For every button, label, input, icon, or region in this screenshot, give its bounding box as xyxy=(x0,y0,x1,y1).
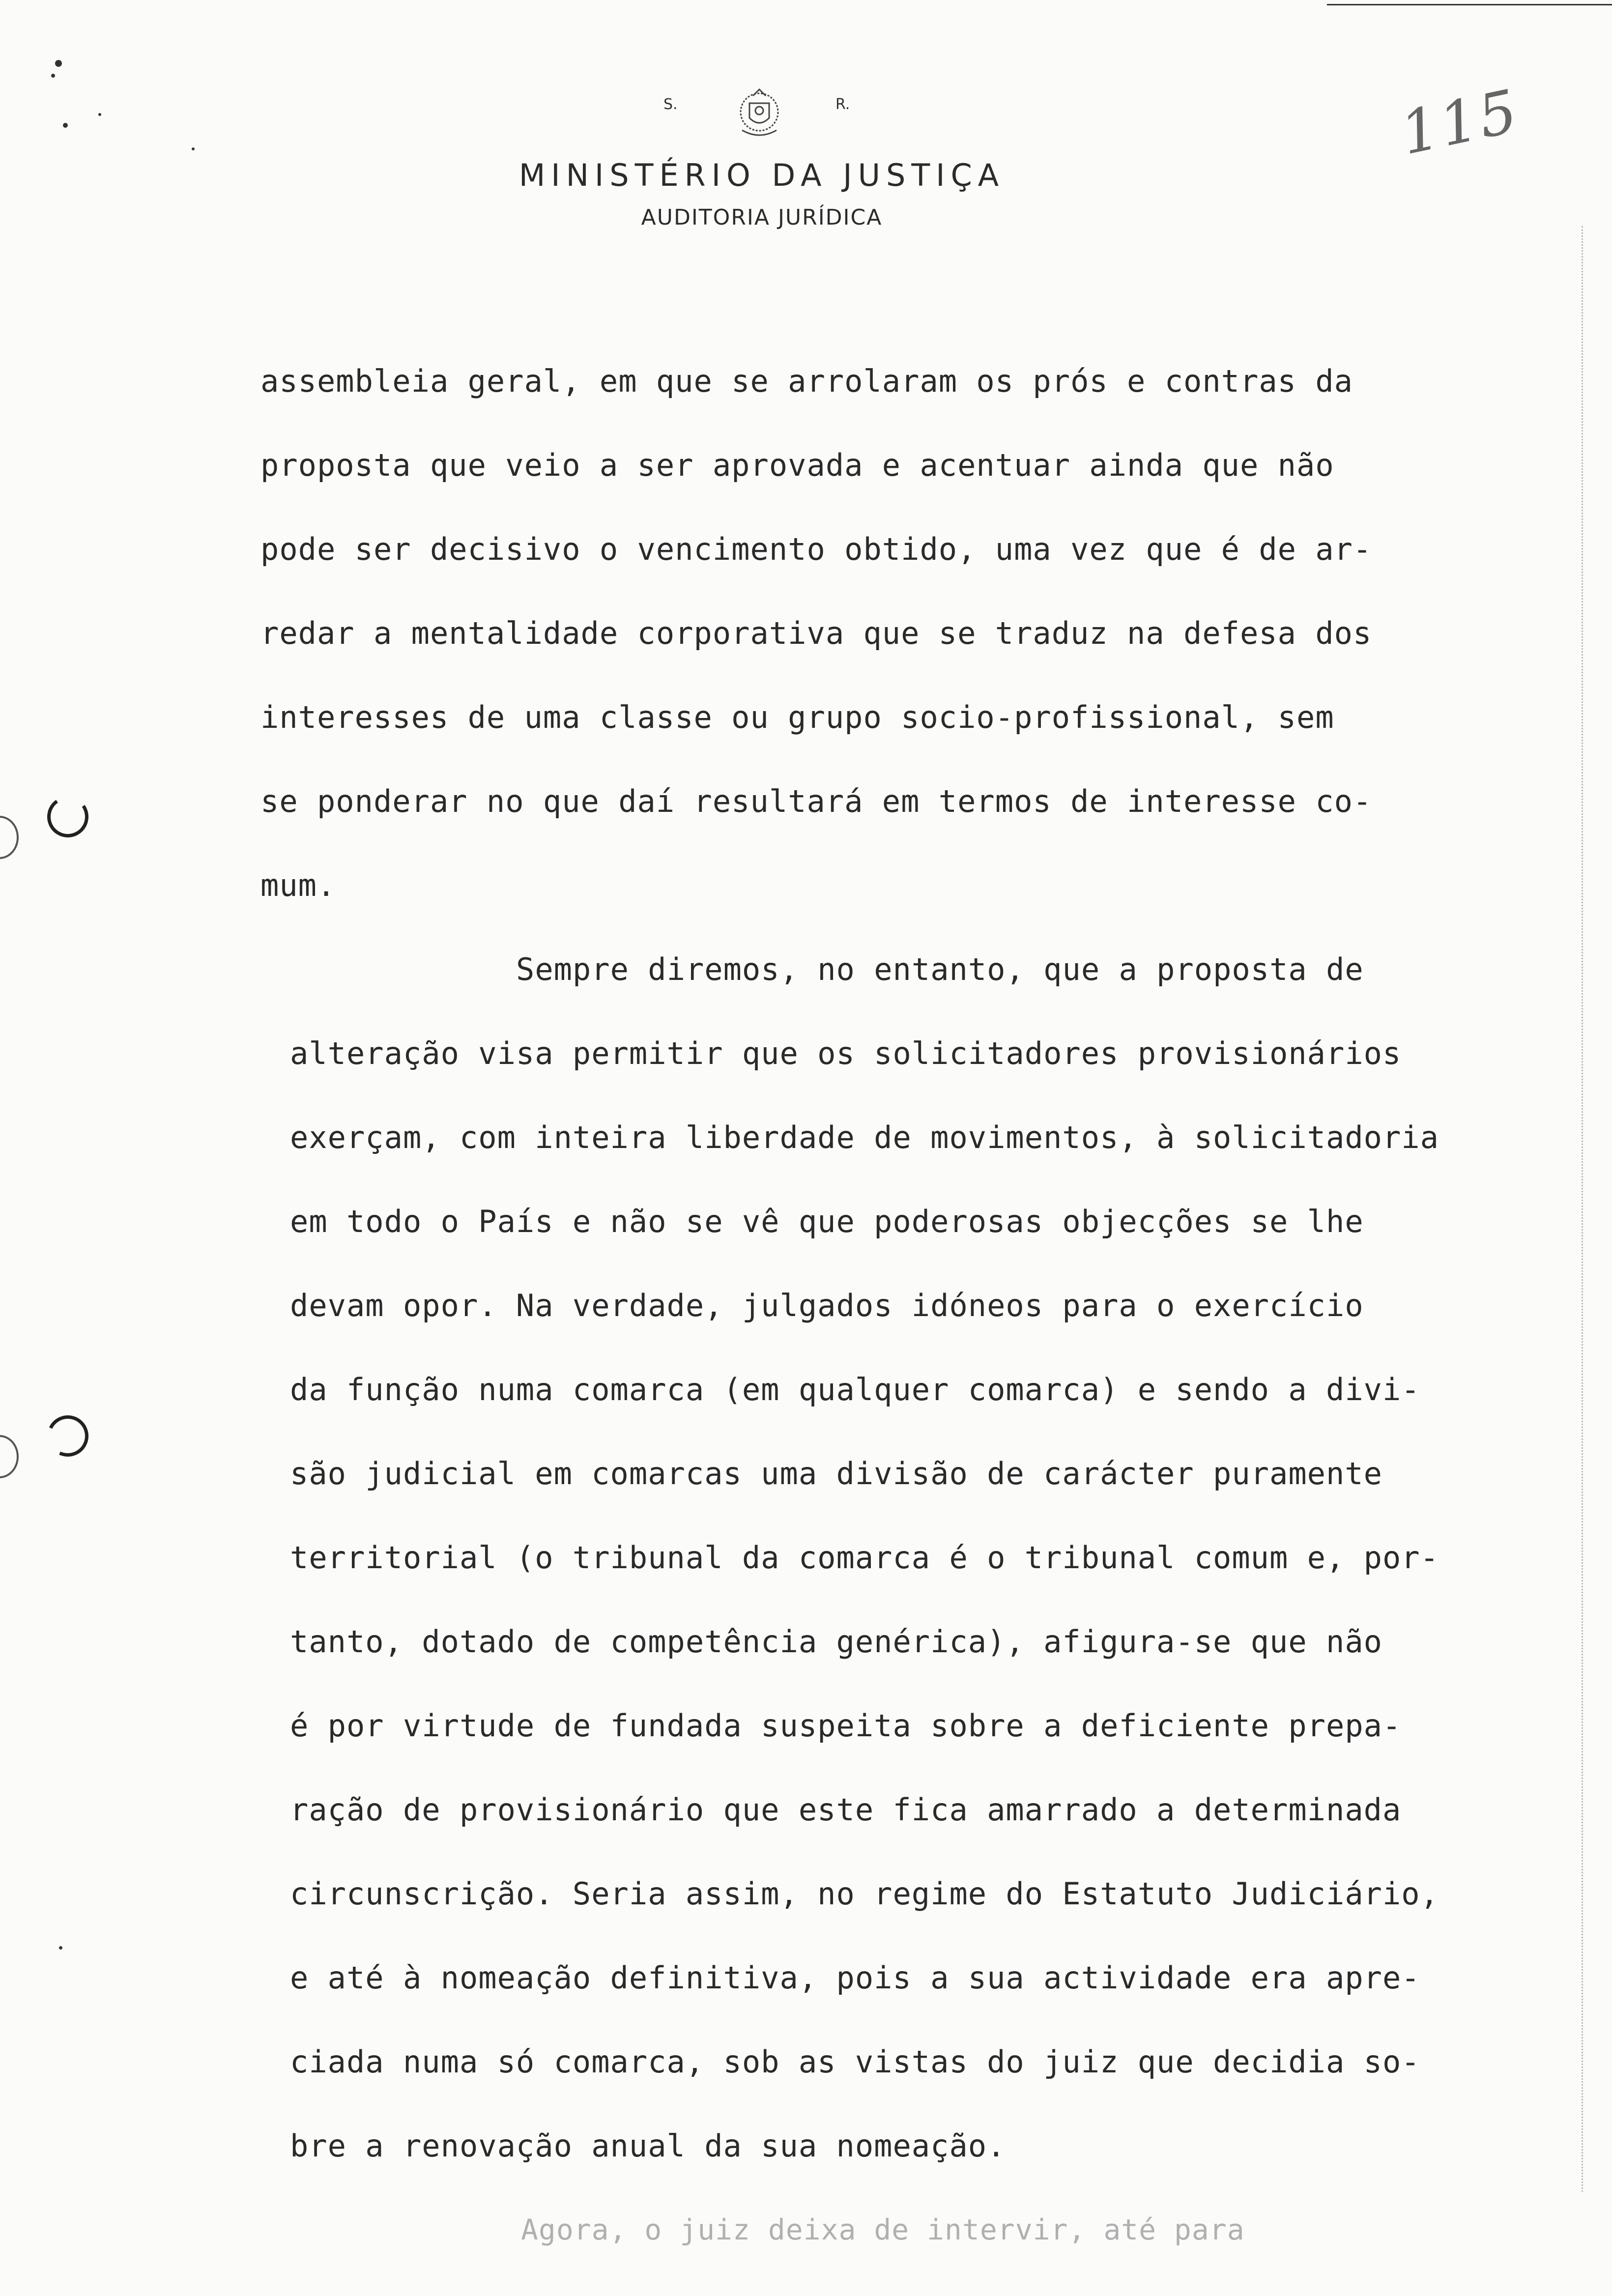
speck xyxy=(98,113,101,116)
speck xyxy=(192,147,195,150)
body-line: devam opor. Na verdade, julgados idóneos para o exercício xyxy=(290,1288,1364,1323)
body-line: redar a mentalidade corporativa que se traduz na defesa dos xyxy=(260,615,1372,651)
letterhead xyxy=(442,74,1081,230)
body-line: se ponderar no que daí resultará em termos de interesse co- xyxy=(260,783,1372,819)
body-line: é por virtude de fundada suspeita sobre a deficiente prepa- xyxy=(290,1708,1402,1744)
body-line: Sempre diremos, no entanto, que a proposta de xyxy=(516,951,1364,987)
speck xyxy=(59,1946,62,1950)
ministry-title: MINISTÉRIO DA JUSTIÇA xyxy=(518,157,1005,193)
binding-hole-edge xyxy=(0,1435,19,1478)
body-line: proposta que veio a ser aprovada e acentuar ainda que não xyxy=(260,447,1334,483)
speck xyxy=(55,60,62,67)
document-body xyxy=(260,339,1519,2272)
body-line: interesses de uma classe ou grupo socio-profissional, sem xyxy=(260,699,1334,735)
emblem-row xyxy=(442,74,1081,143)
body-line: ciada numa só comarca, sob as vistas do juiz que decidia so- xyxy=(290,2044,1420,2080)
department-title: AUDITORIA JURÍDICA xyxy=(641,205,883,230)
speck xyxy=(63,123,68,128)
body-line: exerçam, com inteira liberdade de movimentos, à solicitadoria xyxy=(290,1119,1439,1155)
body-line: assembleia geral, em que se arrolaram os prós e contras da xyxy=(260,363,1353,399)
emblem-letter-left: S. xyxy=(663,96,678,113)
body-line: tanto, dotado de competência genérica), afigura-se que não xyxy=(290,1624,1382,1660)
folio-number: 115 xyxy=(1395,77,1525,169)
body-line: pode ser decisivo o vencimento obtido, uma vez que é de ar- xyxy=(260,531,1372,567)
binding-hole xyxy=(44,793,91,840)
body-line: bre a renovação anual da sua nomeação. xyxy=(290,2128,1006,2164)
body-line: e até à nomeação definitiva, pois a sua actividade era apre- xyxy=(290,1960,1420,1996)
top-rule xyxy=(1327,4,1612,5)
body-line: ração de provisionário que este fica amarrado a determinada xyxy=(290,1792,1402,1828)
body-line: em todo o País e não se vê que poderosas objecções se lhe xyxy=(290,1204,1364,1239)
show-through-text: Agora, o juiz deixa de intervir, até para xyxy=(521,2213,1245,2246)
body-line: são judicial em comarcas uma divisão de carácter puramente xyxy=(290,1456,1382,1492)
speck xyxy=(51,74,55,78)
body-line: territorial (o tribunal da comarca é o tribunal comum e, por- xyxy=(290,1540,1439,1576)
body-line: mum. xyxy=(260,867,336,903)
body-line: da função numa comarca (em qualquer comarca) e sendo a divi- xyxy=(290,1372,1420,1407)
binding-hole-edge xyxy=(0,816,19,859)
binding-hole xyxy=(41,1409,94,1463)
emblem-letter-right: R. xyxy=(835,96,850,113)
perforated-edge xyxy=(1582,226,1586,2192)
body-line: alteração visa permitir que os solicitadores provisionários xyxy=(290,1035,1402,1071)
body-line: circunscrição. Seria assim, no regime do Estatuto Judiciário, xyxy=(290,1876,1439,1912)
coat-of-arms-icon xyxy=(722,84,796,143)
